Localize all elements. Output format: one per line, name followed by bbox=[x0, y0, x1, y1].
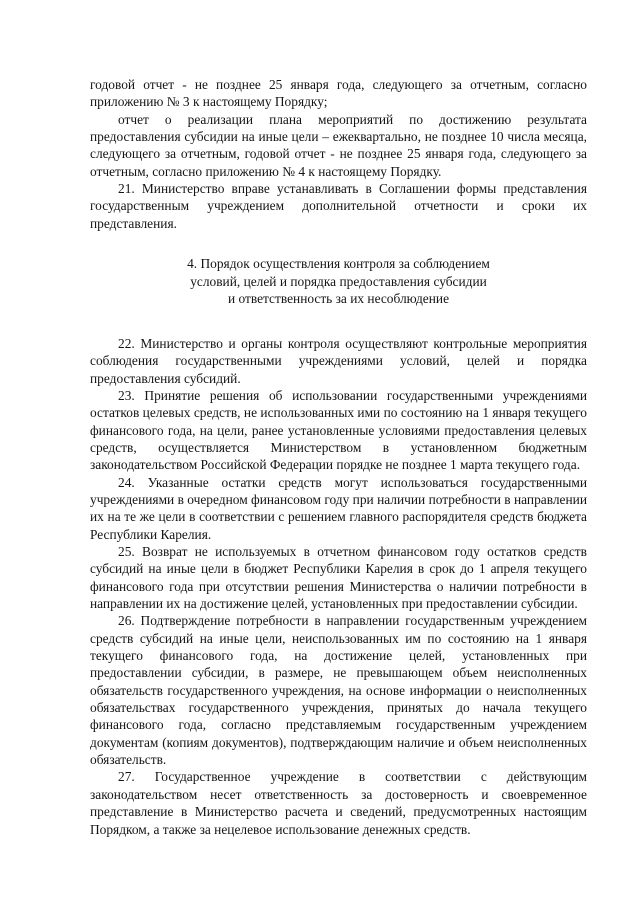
paragraph-24: 24. Указанные остатки средств могут использоваться государственными учреждениями в очередном финансовом году при наличии потребности в направлении их на те же цели в соответствии с решением главного распорядителя средств бюджета Республики Карелия. bbox=[90, 474, 587, 542]
paragraph-27: 27. Государственное учреждение в соответствии с действующим законодательством несет ответственность за достоверность и своевременное представление в Министерство расчета и сведений, предусмотренных настоящим Порядком, а также за нецелевое использование денежных средств. bbox=[90, 769, 587, 837]
paragraph-annual-report-3: годовой отчет - не позднее 25 января года, следующего за отчетным, согласно приложению № 3 к настоящему Порядку; bbox=[90, 77, 587, 110]
section-heading bbox=[90, 255, 587, 308]
document-page bbox=[90, 76, 587, 838]
paragraph-plan-report: отчет о реализации плана мероприятий по достижению результата предоставления субсидии на иные цели – ежеквартально, не позднее 10 числа месяца, следующего за отчетным, годовой отчет - не позднее 25 января года, следующего за отчетным, согласно приложению № 4 к настоящему Порядку. bbox=[90, 111, 587, 179]
section-heading-line-1: 4. Порядок осуществления контроля за соблюдением bbox=[187, 256, 490, 272]
paragraph-26: 26. Подтверждение потребности в направлении государственным учреждением средств субсидий на иные цели, неиспользованных им по состоянию на 1 января текущего финансового года, на достижение целей, установленных при предоставлении субсидии, в размере, не превышающем объем неисполненных обязательств государственного учреждения, на основе информации о неисполненных обязательствах государственного учреждения, принятых до начала текущего финансового года, согласно представляемым государственным учреждением документам (копиям документов), подтверждающим наличие и объем неисполненных обязательств. bbox=[90, 613, 587, 768]
section-heading-line-3: и ответственность за их несоблюдение bbox=[227, 291, 450, 307]
section-heading-line-2: условий, целей и порядка предоставления субсидии bbox=[190, 273, 487, 289]
paragraph-23: 23. Принятие решения об использовании государственными учреждениями остатков целевых средств, не использованных ими по состоянию на 1 января текущего финансового года, на цели, ранее установленные условиями предоставления целевых средств, осуществляется Министерством в установленном бюджетным законодательством Российской Федерации порядке не позднее 1 марта текущего года. bbox=[90, 387, 587, 473]
paragraph-21: 21. Министерство вправе устанавливать в Соглашении формы представления государственным учреждением дополнительной отчетности и сроки их представления. bbox=[90, 181, 587, 231]
paragraph-25: 25. Возврат не используемых в отчетном финансовом году остатков средств субсидий на иные цели в бюджет Республики Карелия в срок до 1 апреля текущего финансового года при отсутствии решения Министерства о наличии потребности в направлении их на достижение целей, установленных при предоставлении субсидии. bbox=[90, 544, 587, 612]
paragraph-22: 22. Министерство и органы контроля осуществляют контрольные мероприятия соблюдения государственными учреждениями условий, целей и порядка предоставления субсидий. bbox=[90, 335, 587, 386]
